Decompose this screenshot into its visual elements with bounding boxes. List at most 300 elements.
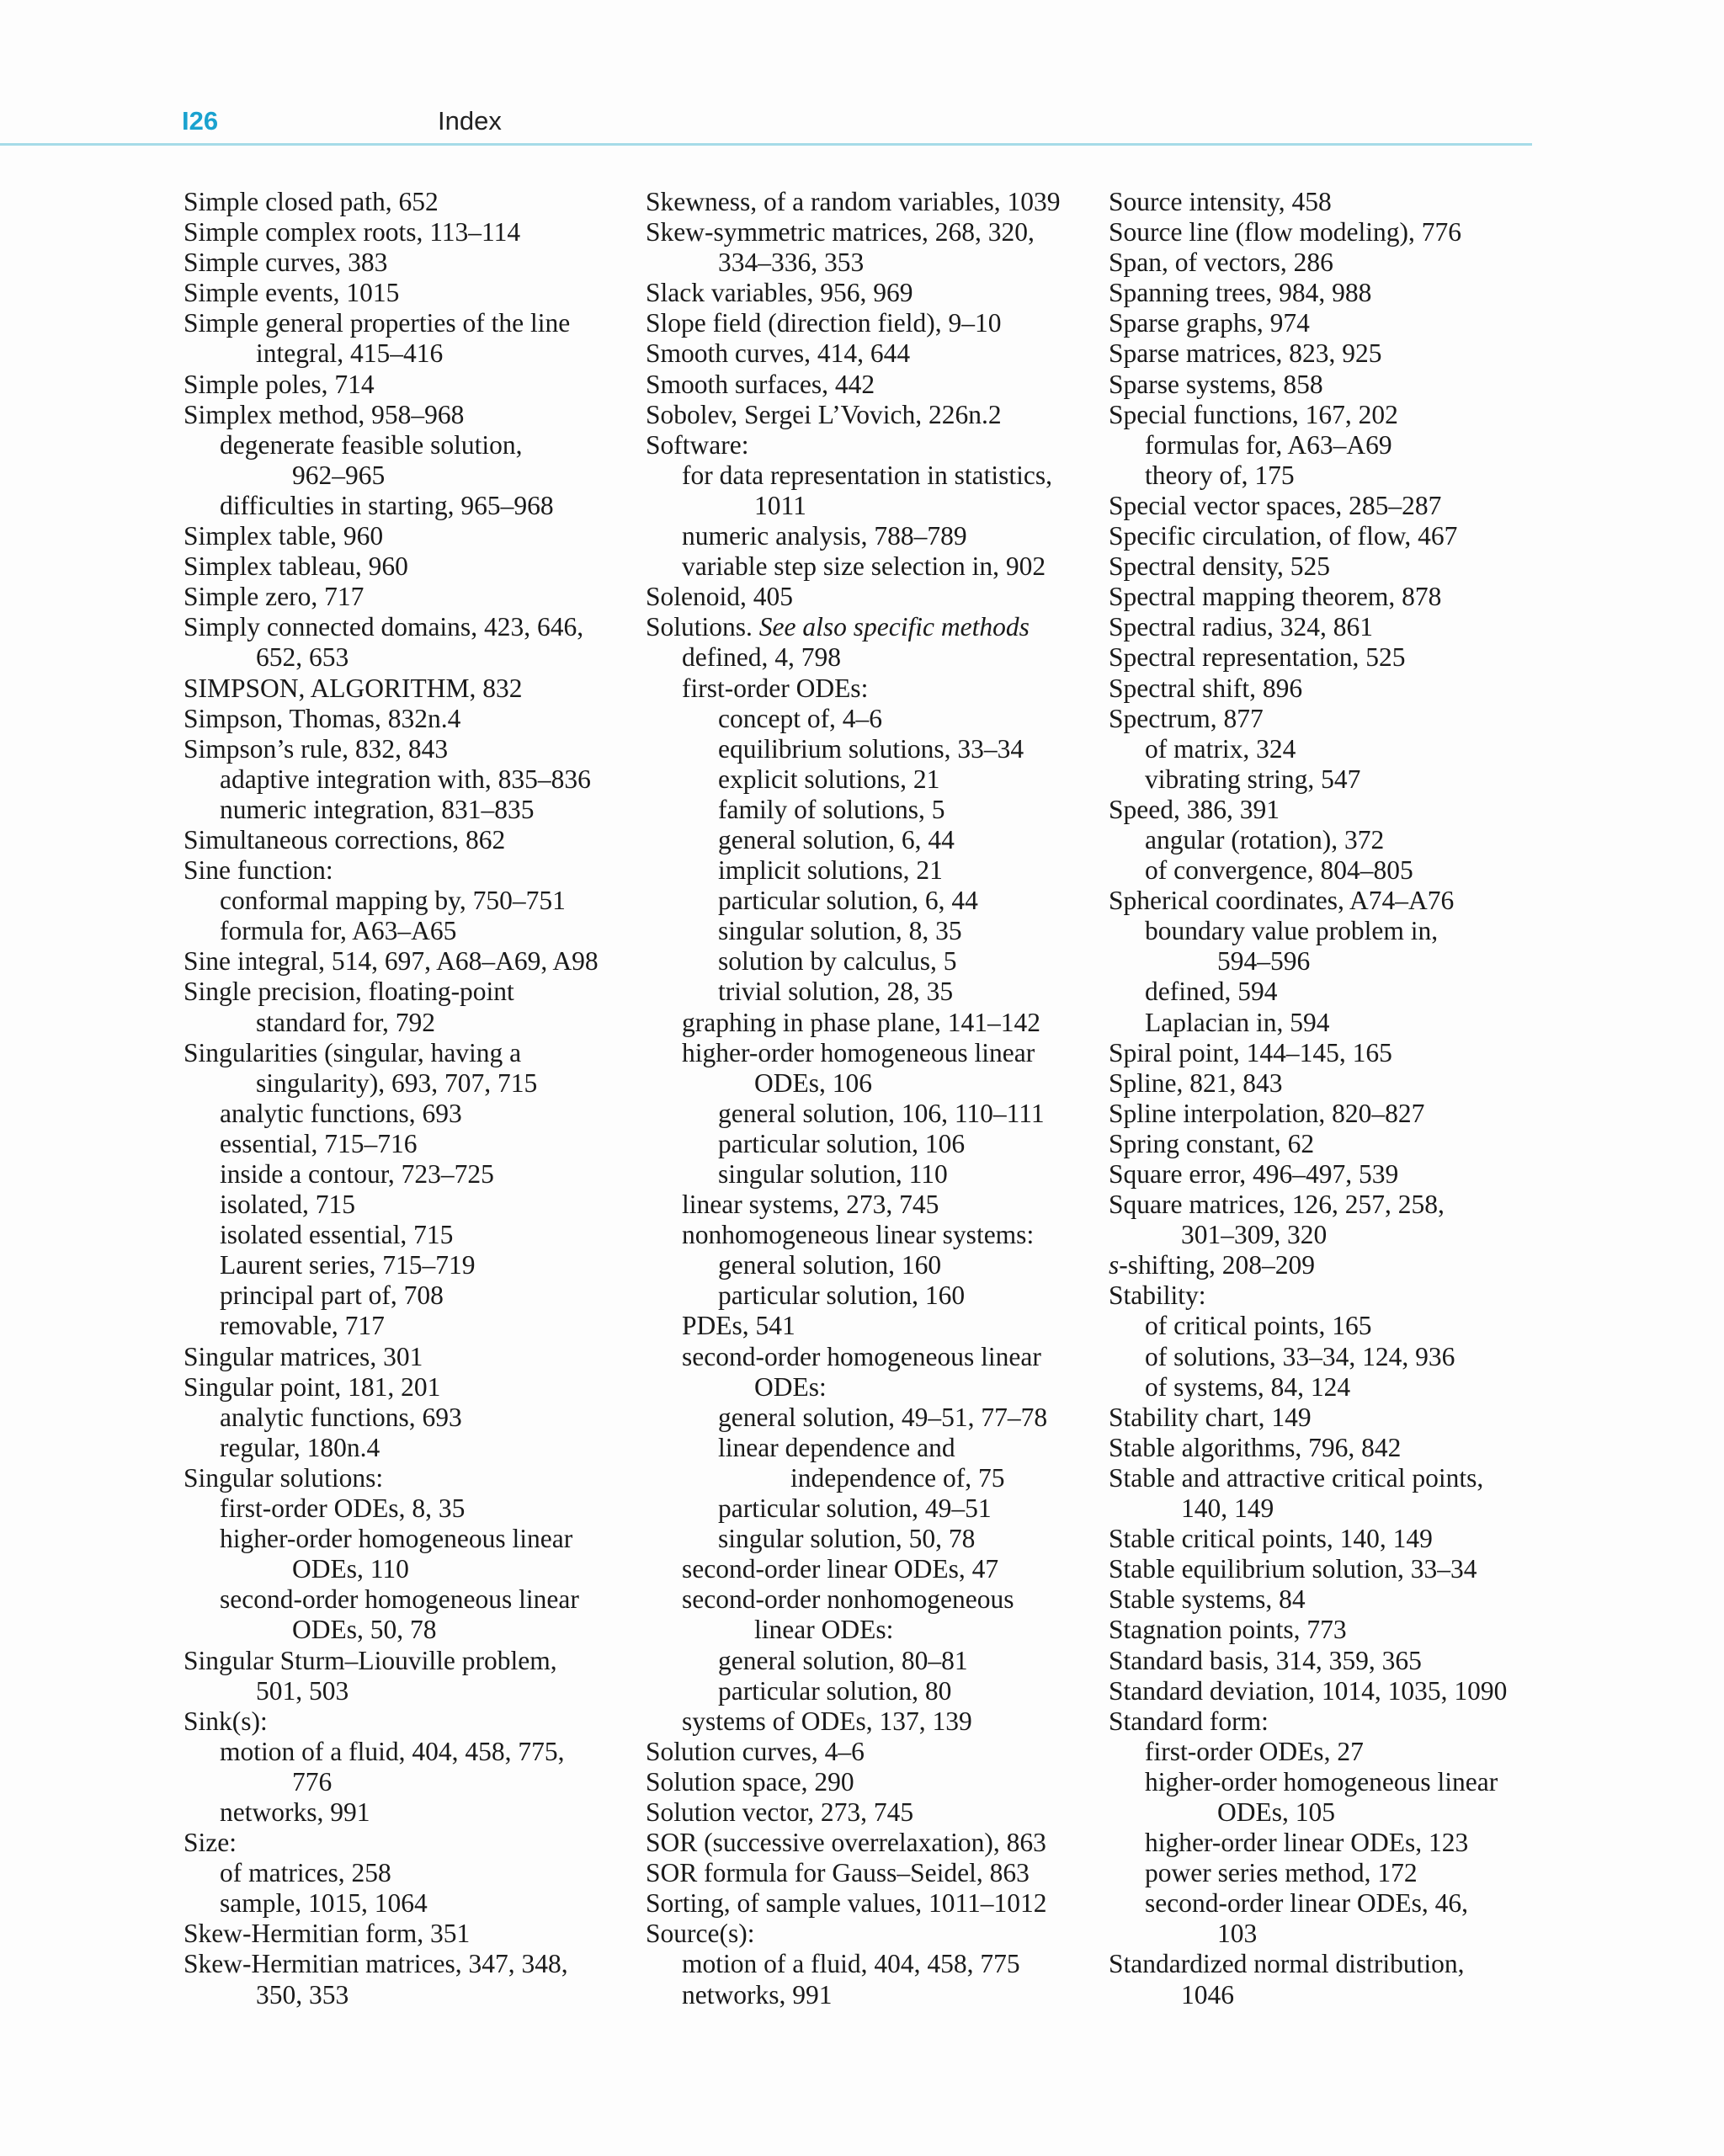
entry-text: Smooth surfaces, 442 [646,369,875,399]
entry-text: boundary value problem in, [1145,916,1439,946]
entry-text: Source intensity, 458 [1109,187,1332,216]
entry-text: second-order homogeneous linear [682,1341,1041,1371]
entry-text: Sparse matrices, 823, 925 [1109,338,1382,369]
entry-text: Standardized normal distribution, [1109,1949,1465,1979]
entry-text: 350, 353 [256,1979,349,2010]
index-entry [646,338,1117,369]
index-entry [184,1220,655,1250]
index-entry [1109,1646,1580,1676]
index-entry [646,1493,1117,1524]
index-entry [646,1220,1117,1250]
index-entry [184,248,655,278]
entry-text: Solutions. [646,612,759,642]
entry-text: Simple zero, 717 [184,582,364,612]
index-entry [646,551,1117,582]
index-entry-continuation [184,338,655,369]
entry-text: singular solution, 110 [718,1159,948,1189]
entry-text: degenerate feasible solution, [220,429,523,460]
entry-text: first-order ODEs, 8, 35 [220,1493,466,1524]
index-entry [1109,1372,1580,1403]
index-entry [1109,704,1580,734]
index-entry [1109,1250,1580,1280]
index-entry [1109,491,1580,521]
index-entry [184,1038,655,1068]
entry-text: Singular solutions: [184,1462,384,1493]
index-entry-continuation [184,1980,655,2010]
index-entry [184,400,655,430]
entry-text: second-order homogeneous linear [220,1584,579,1615]
entry-text: general solution, 160 [718,1250,942,1280]
entry-text: Spline, 821, 843 [1109,1067,1283,1098]
entry-text: Slope field (direction field), 9–10 [646,308,1002,338]
index-entry [184,1099,655,1129]
index-entry [184,1858,655,1888]
entry-text: of matrix, 324 [1145,733,1296,764]
index-entry [1109,1584,1580,1615]
entry-text: SOR formula for Gauss–Seidel, 863 [646,1858,1030,1888]
index-entry [184,673,655,704]
entry-text: theory of, 175 [1145,460,1295,490]
entry-text: networks, 991 [220,1797,370,1827]
entry-text: higher-order homogeneous linear [220,1524,573,1554]
entry-text: Source(s): [646,1919,755,1949]
entry-text: Spherical coordinates, A74–A76 [1109,886,1455,916]
index-entry [184,551,655,582]
entry-text: singular solution, 8, 35 [718,916,962,946]
index-entry [184,1159,655,1190]
index-entry [184,1190,655,1220]
index-entry [184,1524,655,1554]
entry-text: higher-order homogeneous linear [1145,1766,1498,1797]
entry-text: Sine integral, 514, 697, A68–A69, A98 [184,946,599,977]
index-entry [184,370,655,400]
entry-text: removable, 717 [220,1311,385,1341]
entry-text: 140, 149 [1181,1493,1274,1524]
index-entry-continuation [184,1554,655,1584]
entry-text: trivial solution, 28, 35 [718,977,954,1007]
index-entry-continuation [184,642,655,673]
entry-text: Single precision, floating-point [184,977,514,1007]
entry-text: of systems, 84, 124 [1145,1371,1351,1402]
entry-text: Stable critical points, 140, 149 [1109,1524,1433,1554]
entry-text: Standard deviation, 1014, 1035, 1090 [1109,1675,1508,1706]
entry-text: concept of, 4–6 [718,703,883,733]
index-entry [1109,370,1580,400]
index-entry [1109,855,1580,886]
index-entry [184,764,655,795]
index-entry [1109,1706,1580,1737]
entry-text: vibrating string, 547 [1145,764,1361,794]
index-entry [1109,1676,1580,1706]
entry-text: Simplex tableau, 960 [184,551,408,582]
entry-text: Simple poles, 714 [184,369,375,399]
entry-text: SIMPSON, ALGORITHM, 832 [184,673,523,703]
index-entry [1109,1342,1580,1372]
index-entry [184,1280,655,1311]
entry-text: second-order nonhomogeneous [682,1584,1014,1615]
index-entry [646,1190,1117,1220]
entry-text: Standard basis, 314, 359, 365 [1109,1645,1422,1675]
index-entry [646,1099,1117,1129]
entry-text: singularity), 693, 707, 715 [256,1067,538,1098]
index-entry [184,1919,655,1949]
entry-text: Spectral radius, 324, 861 [1109,612,1374,642]
index-entry-continuation [646,1068,1117,1099]
index-entry [646,1250,1120,1280]
index-entry [1109,1129,1580,1159]
entry-text: principal part of, 708 [220,1280,444,1311]
entry-text: Specific circulation, of flow, 467 [1109,521,1458,551]
index-entry [646,217,1117,248]
entry-text: 962–965 [292,460,386,490]
entry-text: Stable and attractive critical points, [1109,1462,1484,1493]
entry-text: 594–596 [1217,946,1311,977]
entry-text: ODEs, 50, 78 [292,1615,437,1645]
entry-text: higher-order linear ODEs, 123 [1145,1828,1469,1858]
entry-text: Special functions, 167, 202 [1109,399,1398,429]
index-entry-continuation [184,460,655,491]
index-entry [646,1554,1117,1584]
entry-text: Skew-symmetric matrices, 268, 320, [646,217,1035,248]
entry-text: Square matrices, 126, 257, 258, [1109,1190,1445,1220]
entry-text: particular solution, 6, 44 [718,886,978,916]
entry-text: Source line (flow modeling), 776 [1109,217,1462,248]
index-entry [184,278,655,308]
index-entry [1109,338,1580,369]
entry-text: Solution space, 290 [646,1766,854,1797]
entry-text: of solutions, 33–34, 124, 936 [1145,1341,1455,1371]
entry-text: Speed, 386, 391 [1109,794,1280,824]
entry-text: Standard form: [1109,1706,1269,1736]
index-entry [1109,1858,1580,1888]
entry-text: isolated, 715 [220,1190,355,1220]
entry-text: explicit solutions, 21 [718,764,940,794]
entry-text: family of solutions, 5 [718,794,945,824]
index-entry [1109,1068,1580,1099]
entry-text: motion of a fluid, 404, 458, 775 [682,1949,1020,1979]
entry-text: Simpson, Thomas, 832n.4 [184,703,461,733]
entry-text: equilibrium solutions, 33–34 [718,733,1024,764]
index-entry [1109,187,1580,217]
index-entry [184,825,655,855]
index-entry [646,916,1117,946]
index-entry-continuation [1109,1220,1580,1250]
index-entry [646,1949,1117,1979]
index-entry [646,370,1117,400]
entry-text: isolated essential, 715 [220,1220,454,1250]
entry-text: ODEs, 106 [754,1067,872,1098]
entry-text: Singular Sturm–Liouville problem, [184,1645,557,1675]
index-entry [1109,1615,1580,1645]
entry-text: Singularities (singular, having a [184,1037,522,1067]
entry-text: 1046 [1181,1979,1234,2010]
index-entry [184,946,655,977]
entry-text: implicit solutions, 21 [718,855,943,886]
entry-text: general solution, 80–81 [718,1645,968,1675]
entry-text: Singular matrices, 301 [184,1341,423,1371]
index-entry [646,825,1117,855]
index-entry [646,855,1117,886]
index-entry [646,1311,1117,1341]
index-entry [184,1342,655,1372]
entry-text: Simple events, 1015 [184,278,400,308]
index-entry [184,187,655,217]
index-entry-continuation [1109,1493,1580,1524]
entry-text: Stable equilibrium solution, 33–34 [1109,1554,1477,1584]
index-entry [646,1342,1117,1372]
index-entry [646,1676,1117,1706]
index-entry [646,704,1117,734]
entry-text: Simply connected domains, 423, 646, [184,612,584,642]
entry-text: Stability: [1109,1280,1206,1311]
index-entry [646,1008,1117,1038]
entry-text: ODEs: [754,1371,827,1402]
index-entry-continuation [1109,946,1580,977]
entry-text: defined, 594 [1145,977,1278,1007]
index-entry [184,1372,655,1403]
entry-text: 501, 503 [256,1675,349,1706]
index-entry [1109,1403,1580,1433]
index-column-3 [1109,187,1580,2010]
entry-text: Stable algorithms, 796, 842 [1109,1432,1402,1462]
index-entry [646,673,1117,704]
entry-text: systems of ODEs, 137, 139 [682,1706,972,1736]
entry-text: Spectral mapping theorem, 878 [1109,582,1442,612]
index-entry [1109,642,1580,673]
entry-text: nonhomogeneous linear systems: [682,1220,1035,1250]
entry-text: PDEs, 541 [682,1311,795,1341]
index-entry [1109,1767,1580,1797]
index-entry [184,855,655,886]
index-entry [1109,734,1580,764]
index-entry [1109,825,1580,855]
index-entry [646,1280,1117,1311]
index-entry-continuation [184,1068,655,1099]
index-entry-continuation [1109,1980,1580,2010]
entry-text: Simple closed path, 652 [184,187,439,216]
index-entry [184,886,655,916]
entry-text: adaptive integration with, 835–836 [220,764,591,794]
index-entry-continuation [646,491,1117,521]
entry-text: integral, 415–416 [256,338,444,369]
entry-text: ODEs, 105 [1217,1797,1335,1827]
entry-text: numeric analysis, 788–789 [682,521,967,551]
index-entry [646,460,1117,491]
index-entry [184,1584,655,1615]
index-entry [1109,400,1580,430]
index-entry [646,946,1117,977]
index-entry [1109,1159,1580,1190]
entry-text: singular solution, 50, 78 [718,1524,976,1554]
index-entry [1109,521,1580,551]
index-entry [1109,1099,1580,1129]
entry-italic-text: See also specific methods [758,612,1030,642]
index-entry [1109,278,1580,308]
entry-text: Spanning trees, 984, 988 [1109,278,1372,308]
index-entry [1109,1888,1580,1919]
entry-text: of critical points, 165 [1145,1311,1372,1341]
entry-text: Span, of vectors, 286 [1109,248,1333,278]
entry-text: 1011 [754,490,806,520]
running-head: Index [438,106,502,136]
index-entry [184,1311,655,1341]
index-entry [646,1129,1117,1159]
index-entry [184,1129,655,1159]
entry-text: 103 [1217,1919,1258,1949]
entry-text: Simple curves, 383 [184,248,388,278]
entry-text: of convergence, 804–805 [1145,855,1413,886]
entry-text: Simultaneous corrections, 862 [184,824,506,854]
index-entry [646,1980,1117,2010]
entry-text: second-order linear ODEs, 47 [682,1554,999,1584]
index-entry [1109,1311,1580,1341]
index-entry [1109,764,1580,795]
index-entry [1109,673,1580,704]
entry-text: general solution, 106, 110–111 [718,1098,1045,1128]
entry-text: for data representation in statistics, [682,460,1052,490]
entry-text: particular solution, 160 [718,1280,966,1311]
entry-text: numeric integration, 831–835 [220,794,535,824]
index-entry-continuation [184,1767,655,1797]
entry-text: angular (rotation), 372 [1145,824,1385,854]
entry-text: second-order linear ODEs, 46, [1145,1888,1468,1919]
entry-text: Smooth curves, 414, 644 [646,338,911,369]
entry-text: Skew-Hermitian matrices, 347, 348, [184,1949,568,1979]
index-entry [184,582,655,612]
index-entry [1109,217,1580,248]
entry-text: Spectrum, 877 [1109,703,1264,733]
entry-text: power series method, 172 [1145,1858,1418,1888]
entry-text: Spectral representation, 525 [1109,642,1406,673]
entry-text: Stability chart, 149 [1109,1402,1312,1432]
index-entry [1109,1008,1580,1038]
entry-text: Simple general properties of the line [184,308,571,338]
entry-text: Stable systems, 84 [1109,1584,1306,1615]
index-entry [184,1737,655,1767]
entry-text: Spring constant, 62 [1109,1128,1315,1158]
index-entry [184,521,655,551]
entry-text: linear ODEs: [754,1615,894,1645]
index-entry [646,1159,1117,1190]
entry-text: Solution curves, 4–6 [646,1736,865,1766]
entry-text: sample, 1015, 1064 [220,1888,428,1919]
index-entry [184,430,655,460]
index-entry [184,308,655,338]
index-entry [646,278,1117,308]
index-entry [646,886,1117,916]
entry-text: Spiral point, 144–145, 165 [1109,1037,1392,1067]
index-entry-continuation [184,1676,655,1706]
index-entry [184,612,655,642]
entry-text: 652, 653 [256,642,349,673]
index-entry [646,1706,1117,1737]
index-entry [646,430,1117,460]
index-entry [1109,1737,1580,1767]
entry-text: Special vector spaces, 285–287 [1109,490,1442,520]
index-entry [1109,1524,1580,1554]
entry-text: Slack variables, 956, 969 [646,278,913,308]
entry-text: Simple complex roots, 113–114 [184,217,521,248]
index-entry [1109,977,1580,1007]
page-number: I26 [182,106,219,136]
index-entry [646,612,1117,642]
index-entry [184,491,655,521]
index-entry [1109,1828,1580,1858]
entry-text: Software: [646,429,749,460]
entry-text: particular solution, 106 [718,1128,966,1158]
index-entry [646,1737,1117,1767]
index-entry [184,1250,655,1280]
entry-text: Spline interpolation, 820–827 [1109,1098,1425,1128]
entry-text: higher-order homogeneous linear [682,1037,1035,1067]
index-entry-continuation [646,1615,1117,1645]
index-entry [646,1524,1117,1554]
entry-text: formulas for, A63–A69 [1145,429,1392,460]
entry-text: motion of a fluid, 404, 458, 775, [220,1736,565,1766]
entry-text: ODEs, 110 [292,1554,409,1584]
entry-text: defined, 4, 798 [682,642,841,673]
index-entry [646,1584,1117,1615]
entry-text: conformal mapping by, 750–751 [220,886,566,916]
entry-text: independence of, 75 [790,1462,1005,1493]
entry-text: Laurent series, 715–719 [220,1250,476,1280]
index-entry [646,734,1117,764]
index-entry [646,582,1117,612]
index-entry [646,1038,1117,1068]
entry-text: Simplex table, 960 [184,521,384,551]
index-entry [1109,1038,1580,1068]
index-entry [1109,886,1580,916]
index-entry [646,1919,1117,1949]
index-entry [1109,460,1580,491]
index-entry [1109,1554,1580,1584]
index-entry [646,308,1117,338]
index-entry [646,1646,1117,1676]
entry-text: regular, 180n.4 [220,1432,380,1462]
entry-text: particular solution, 49–51 [718,1493,992,1524]
entry-text: Sparse systems, 858 [1109,369,1323,399]
index-entry [646,521,1117,551]
entry-text: first-order ODEs: [682,673,869,703]
entry-text: variable step size selection in, 902 [682,551,1046,582]
index-entry [646,187,1117,217]
index-entry [184,795,655,825]
index-entry [184,916,655,946]
entry-text: Size: [184,1828,237,1858]
entry-text: linear dependence and [718,1432,955,1462]
index-entry [184,1463,655,1493]
index-entry [646,642,1117,673]
entry-text: difficulties in starting, 965–968 [220,490,554,520]
page-header [0,99,1532,146]
entry-italic-text: s [1109,1250,1120,1280]
entry-text: Stagnation points, 773 [1109,1615,1347,1645]
entry-text: 301–309, 320 [1181,1220,1328,1250]
entry-text: Spectral shift, 896 [1109,673,1303,703]
entry-text: Sink(s): [184,1706,268,1736]
entry-text: of matrices, 258 [220,1858,391,1888]
index-entry-continuation [1109,1919,1580,1949]
entry-text: analytic functions, 693 [220,1402,462,1432]
entry-text: Skew-Hermitian form, 351 [184,1919,471,1949]
entry-text: Spectral density, 525 [1109,551,1331,582]
index-entry-continuation [646,1372,1117,1403]
entry-text: Sorting, of sample values, 1011–1012 [646,1888,1047,1919]
entry-text: Sine function: [184,855,333,886]
index-entry [184,1493,655,1524]
index-entry [646,795,1117,825]
index-entry [1109,612,1580,642]
